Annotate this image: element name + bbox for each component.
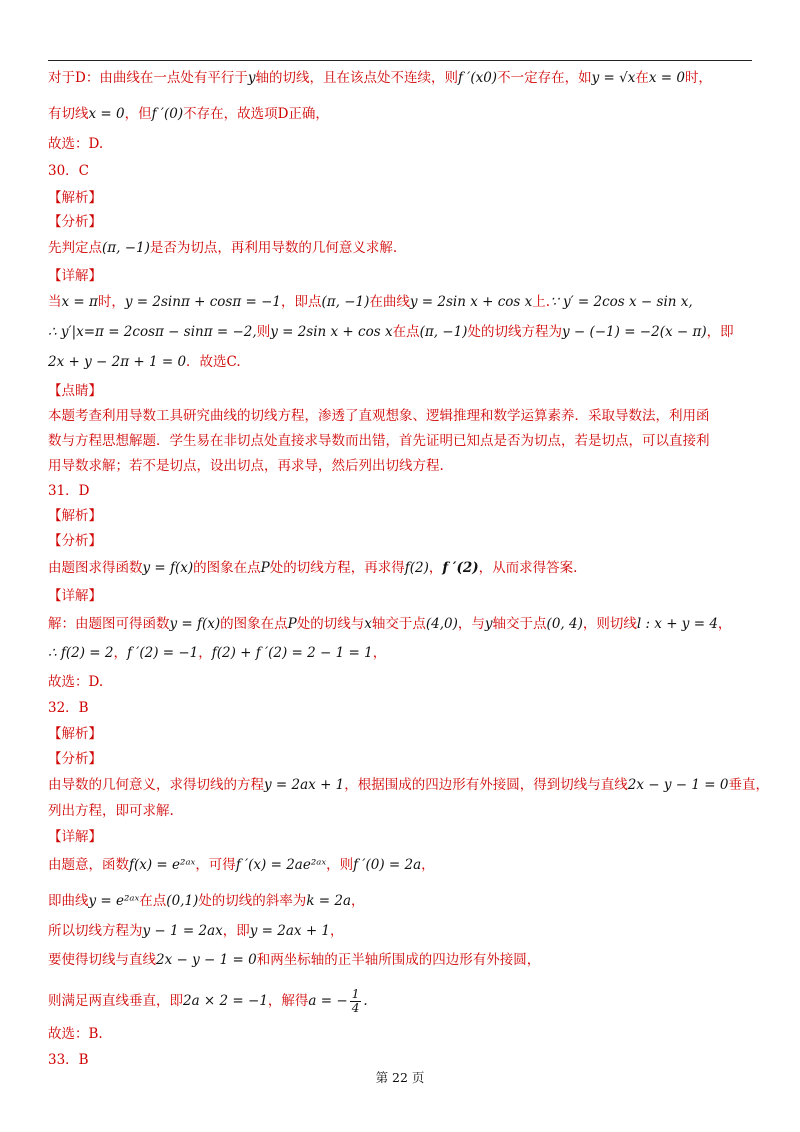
text-segment: 不一定存在，如 bbox=[497, 70, 592, 86]
text-line bbox=[48, 891, 365, 911]
math-expression: y bbox=[247, 70, 256, 86]
math-expression: (0, 4) bbox=[546, 616, 583, 632]
text-segment: 【分析】 bbox=[48, 751, 102, 767]
text-segment: 的图象在点 bbox=[193, 560, 261, 576]
math-expression: 0 bbox=[483, 70, 492, 86]
text-line bbox=[48, 531, 102, 551]
math-expression: ∴ y′|x=π = 2cosπ − sinπ = −2, bbox=[48, 324, 257, 340]
math-expression: y = 2ax + 1 bbox=[264, 777, 345, 793]
text-segment: 【点睛】 bbox=[48, 383, 102, 399]
text-segment: 故选：D. bbox=[48, 136, 104, 152]
text-segment: 【解析】 bbox=[48, 726, 102, 742]
text-segment: 31．D bbox=[48, 483, 90, 499]
fraction-denominator: 4 bbox=[351, 1001, 360, 1015]
text-segment: 处的切线的斜率为 bbox=[198, 893, 307, 909]
text-line bbox=[48, 921, 344, 941]
text-line bbox=[48, 292, 693, 312]
math-expression: P bbox=[260, 560, 270, 576]
text-segment: 的图象在点 bbox=[220, 616, 288, 632]
math-expression: (π, −1) bbox=[419, 324, 468, 340]
math-expression: y = 2sinπ + cosπ = −1 bbox=[124, 294, 281, 310]
text-segment: 时， bbox=[97, 294, 125, 310]
text-segment: 轴的切线，且在该点处不连续，则 bbox=[255, 70, 458, 86]
text-line bbox=[48, 586, 102, 606]
math-expression: y − (−1) = −2(x − π) bbox=[561, 324, 707, 340]
text-line bbox=[48, 406, 710, 426]
text-line bbox=[48, 698, 89, 718]
text-segment: 用导数求解；若不是切点，设出切点，再求导，然后列出切线方程. bbox=[48, 458, 444, 474]
text-segment: 是否为切点，再利用导数的几何意义求解. bbox=[149, 240, 398, 256]
math-expression: f(x) = e²ᵃˣ bbox=[129, 857, 196, 873]
text-line bbox=[48, 855, 435, 875]
text-segment: ，即点 bbox=[281, 294, 322, 310]
math-expression: 2a × 2 = −1 bbox=[183, 993, 268, 1009]
text-segment: 33．B bbox=[48, 1052, 89, 1068]
math-expression: P bbox=[287, 616, 297, 632]
fraction-numerator: 1 bbox=[351, 987, 360, 1001]
math-expression: x = π bbox=[61, 294, 98, 310]
math-expression: a = − bbox=[308, 993, 348, 1009]
math-expression: ∵ y′ = 2cos x − sin x, bbox=[550, 294, 693, 310]
text-segment: 【详解】 bbox=[48, 829, 102, 845]
text-segment: ， bbox=[421, 857, 435, 873]
text-segment: ， bbox=[372, 645, 387, 661]
text-line bbox=[48, 188, 102, 208]
text-line bbox=[48, 950, 540, 970]
text-segment: 故选：D. bbox=[48, 674, 104, 690]
text-segment: 解：由题图可得函数 bbox=[48, 616, 170, 632]
text-segment: 在点 bbox=[392, 324, 420, 340]
math-expression: (0,1) bbox=[166, 893, 199, 909]
text-line bbox=[48, 352, 241, 372]
text-segment: 本题考查利用导数工具研究曲线的切线方程，渗透了直观想象、逻辑推理和数学运算素养．采取导数法，利用函 bbox=[48, 408, 710, 424]
math-expression: y − 1 = 2ax bbox=[142, 923, 223, 939]
text-segment: ， bbox=[113, 645, 127, 661]
math-expression: f ′(x) = 2ae²ᵃˣ bbox=[235, 857, 327, 873]
text-segment: 【详解】 bbox=[48, 588, 102, 604]
text-segment: 故选：B. bbox=[48, 1026, 103, 1042]
math-expression: 2x − y − 1 = 0 bbox=[627, 777, 729, 793]
text-segment: ，解得 bbox=[267, 993, 309, 1009]
text-segment: 【解析】 bbox=[48, 190, 102, 206]
text-segment: 垂直， bbox=[728, 777, 769, 793]
text-segment: 由题图求得函数 bbox=[48, 560, 143, 576]
text-line bbox=[48, 104, 329, 124]
text-segment: 对于D：由曲线在一点处有平行于 bbox=[48, 70, 248, 86]
math-expression: x = 0 bbox=[88, 106, 125, 122]
text-segment: ， bbox=[330, 923, 344, 939]
text-line bbox=[48, 161, 89, 181]
text-segment: ，根据围成的四边形有外接圆，得到切线与直线 bbox=[344, 777, 628, 793]
math-expression: y = √x bbox=[591, 70, 636, 86]
math-expression: y = e²ᵃˣ bbox=[88, 893, 140, 909]
text-segment: ， bbox=[428, 560, 443, 576]
text-line bbox=[48, 1024, 103, 1044]
text-line bbox=[48, 212, 102, 232]
text-line bbox=[48, 1050, 89, 1070]
math-expression: ∴ f(2) = 2 bbox=[48, 645, 114, 661]
text-line bbox=[48, 238, 397, 258]
text-segment: 在 bbox=[635, 70, 649, 86]
text-line bbox=[48, 134, 103, 154]
text-segment: 即曲线 bbox=[48, 893, 89, 909]
text-segment: 当 bbox=[48, 294, 62, 310]
math-expression: . bbox=[363, 993, 368, 1009]
text-segment: ，则 bbox=[326, 857, 354, 873]
text-segment: ．故选C. bbox=[186, 354, 241, 370]
text-segment: 则满足两直线垂直，即 bbox=[48, 993, 183, 1009]
text-segment: 在点 bbox=[139, 893, 167, 909]
text-segment: 要使得切线与直线 bbox=[48, 952, 156, 968]
text-line bbox=[48, 775, 769, 795]
text-line bbox=[48, 672, 103, 692]
math-expression: (π, −1) bbox=[321, 294, 370, 310]
text-line bbox=[48, 68, 712, 88]
text-segment: 不存在，故选项D正确， bbox=[183, 106, 329, 122]
text-segment: 在曲线 bbox=[369, 294, 410, 310]
math-expression: f(2) bbox=[404, 560, 429, 576]
math-expression: f ′(0) = 2a bbox=[353, 857, 422, 873]
text-segment: 和两坐标轴的正半轴所围成的四边形有外接圆， bbox=[256, 952, 541, 968]
math-expression: f ′(2) = −1 bbox=[126, 645, 199, 661]
text-segment: 处的切线与 bbox=[296, 616, 365, 632]
text-line bbox=[48, 506, 102, 526]
text-line bbox=[48, 801, 174, 821]
text-line bbox=[48, 558, 577, 578]
text-segment: 处的切线方程，再求得 bbox=[269, 560, 405, 576]
math-expression: x bbox=[364, 616, 372, 632]
math-expression: f ′(0) bbox=[151, 106, 184, 122]
math-expression: y = 2ax + 1 bbox=[249, 923, 331, 939]
text-segment: ， bbox=[198, 645, 212, 661]
text-segment: 数与方程思想解题．学生易在非切点处直接求导数而出错，首先证明已知点是否为切点，若是切点，可以直接利 bbox=[48, 433, 710, 449]
fraction bbox=[350, 988, 362, 1015]
math-expression-bold: f ′(2) bbox=[442, 560, 479, 576]
text-line bbox=[48, 381, 102, 401]
text-segment: 列出方程，即可求解. bbox=[48, 803, 174, 819]
math-expression: k = 2a bbox=[306, 893, 352, 909]
text-segment: 30．C bbox=[48, 163, 90, 179]
math-expression: y = f(x) bbox=[169, 616, 221, 632]
text-line bbox=[48, 322, 734, 342]
text-segment: 时， bbox=[684, 70, 712, 86]
text-segment: 有切线 bbox=[48, 106, 89, 122]
text-segment: ，但 bbox=[124, 106, 152, 122]
text-segment: 【分析】 bbox=[48, 214, 102, 230]
text-segment: ， bbox=[717, 616, 732, 632]
math-expression: 2x + y − 2π + 1 = 0 bbox=[48, 354, 187, 370]
text-segment: 先判定点 bbox=[48, 240, 102, 256]
text-segment: 轴交于点 bbox=[371, 616, 426, 632]
text-segment: ，与 bbox=[457, 616, 485, 632]
math-expression: f(2) + f ′(2) = 2 − 1 = 1 bbox=[211, 645, 373, 661]
text-line bbox=[48, 266, 102, 286]
math-expression: y = 2sin x + cos x bbox=[270, 324, 393, 340]
text-segment: 所以切线方程为 bbox=[48, 923, 143, 939]
text-segment: ，即 bbox=[222, 923, 250, 939]
text-segment: 轴交于点 bbox=[492, 616, 547, 632]
text-segment: ，则切线 bbox=[582, 616, 637, 632]
page-number: 第 22 页 bbox=[375, 1070, 425, 1085]
text-segment: 【分析】 bbox=[48, 533, 102, 549]
math-expression: f ′(x bbox=[457, 70, 484, 86]
text-segment: ，即 bbox=[706, 324, 734, 340]
text-line bbox=[48, 724, 102, 744]
text-line bbox=[48, 643, 386, 663]
text-segment: 32．B bbox=[48, 700, 89, 716]
text-segment: 处的切线方程为 bbox=[467, 324, 562, 340]
math-expression: ) bbox=[491, 70, 498, 86]
text-line bbox=[48, 456, 444, 476]
math-expression: y bbox=[484, 616, 493, 632]
text-segment: 由题意，函数 bbox=[48, 857, 129, 873]
math-expression: x = 0 bbox=[648, 70, 685, 86]
math-expression: y = f(x) bbox=[142, 560, 194, 576]
text-segment: 上. bbox=[532, 294, 551, 310]
text-line bbox=[48, 988, 368, 1015]
header-rule bbox=[48, 60, 752, 61]
text-line bbox=[48, 481, 90, 501]
math-expression: l : x + y = 4 bbox=[636, 616, 718, 632]
text-segment: ，可得 bbox=[195, 857, 236, 873]
text-line bbox=[48, 827, 102, 847]
text-line bbox=[48, 431, 710, 451]
text-segment: 【解析】 bbox=[48, 508, 102, 524]
math-expression: 2x − y − 1 = 0 bbox=[156, 952, 257, 968]
math-expression: (4,0) bbox=[425, 616, 458, 632]
text-segment: 由导数的几何意义，求得切线的方程 bbox=[48, 777, 264, 793]
text-line bbox=[48, 614, 731, 634]
text-segment: ， bbox=[351, 893, 365, 909]
math-expression: y = 2sin x + cos x bbox=[409, 294, 533, 310]
text-segment: ，从而求得答案. bbox=[478, 560, 578, 576]
text-line bbox=[48, 749, 102, 769]
text-segment: 则 bbox=[256, 324, 271, 340]
text-segment: 【详解】 bbox=[48, 268, 102, 284]
math-expression: (π, −1) bbox=[102, 240, 150, 256]
